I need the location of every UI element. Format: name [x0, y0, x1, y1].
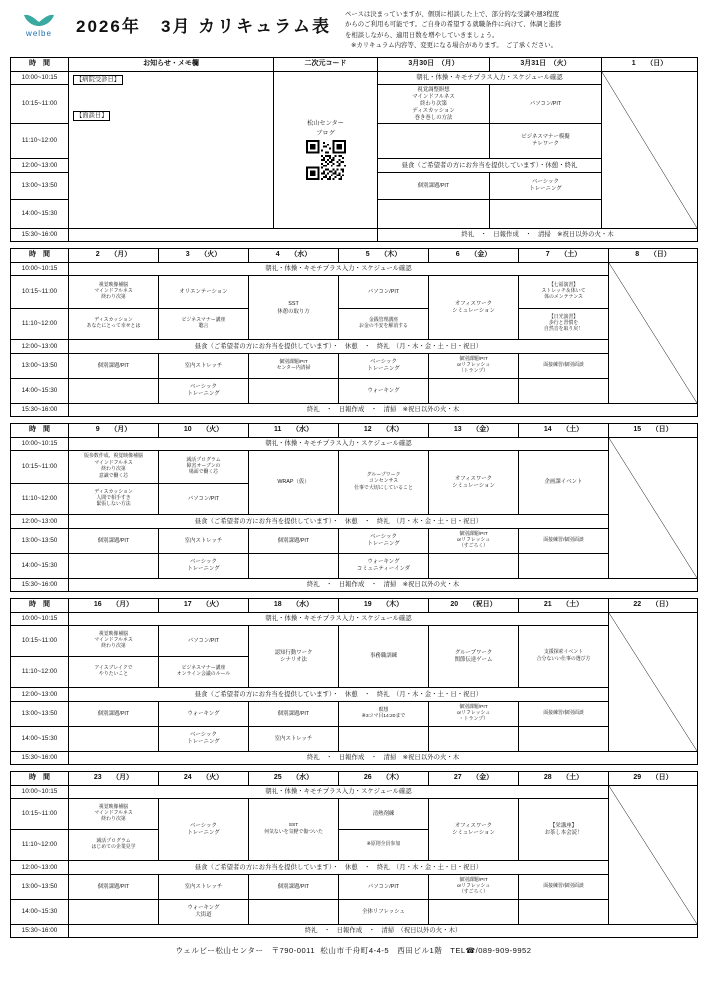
- col-day-12: 12 （木）: [339, 424, 429, 438]
- class-wed-am-text: SST 休憩の取り方: [277, 300, 310, 315]
- lunch-banner: 昼食（ご希望者の方にお弁当を提供しています）・ 休憩 ・ 終礼 （月・木・金・土・日・祝日）: [69, 861, 609, 875]
- time-1300: 13:00~13:50: [11, 529, 69, 554]
- time-1200: 12:00~13:00: [11, 688, 69, 702]
- table-row: [11, 925, 698, 938]
- table-row: [11, 688, 698, 702]
- table-row: [11, 276, 698, 309]
- col-time: 時 間: [11, 772, 69, 786]
- qr-label-blog: ブログ: [316, 130, 335, 138]
- closing-banner: 終礼 ・ 日報作成 ・ 清掃 ※祝日以外の火・木: [69, 752, 698, 765]
- table-row: [11, 554, 698, 579]
- lunch-banner: 昼食（ご希望者の方にお弁当を提供しています）・休憩・終礼: [378, 159, 602, 173]
- time-1015: 10:15~11:00: [11, 85, 69, 124]
- class-fri-am: オフィスワーク シミュレーション: [429, 799, 519, 861]
- sunday-empty: [609, 263, 698, 404]
- time-1400: 14:00~15:30: [11, 379, 69, 404]
- class-thu-pm2: ウォーキング コミュニティーインダ: [339, 554, 429, 579]
- table-row: [11, 579, 698, 592]
- time-1530: 15:30~16:00: [11, 925, 69, 938]
- class-mon-am1: 視覚調整瞑想 マインドフルネス 終わり次第 ディスカッション 巻き巻しの方法: [378, 85, 490, 124]
- closing-banner: 終礼 ・ 日報作成 ・ 清掃 （祝日以外の火・木）: [69, 925, 698, 938]
- closing-banner: 終礼 ・ 日報作成 ・ 清掃 ※祝日以外の火・木: [378, 229, 698, 242]
- time-1300: 13:00~13:50: [11, 354, 69, 379]
- class-fri-pm1: 個別課題/PIT orリフレッシュ （すごろく）: [429, 875, 519, 900]
- class-sat-pm1: 面接練習/個別面談: [519, 529, 609, 554]
- class-mon-am1: 視覚映像補脳 マインドフルネス 終わり次第: [69, 276, 159, 309]
- closing-banner: 終礼 ・ 日報作成 ・ 清掃 ※祝日以外の火・木: [69, 579, 698, 592]
- col-day-17: 17 （火）: [159, 599, 249, 613]
- header-note-2: からのご利用も可能です。ご自身の希望する就職条件に向けて、体調と進捗: [345, 21, 562, 29]
- header-note-4: ※カリキュラム内容等、変更になる場合があります。 ご了承ください。: [351, 41, 558, 49]
- class-wed-am: SST 何気ないを気軽で傷ついた: [249, 799, 339, 861]
- class-fri-am: グループワーク 関節伝達ゲーム: [429, 626, 519, 688]
- class-tue-pm2-blank: [490, 200, 602, 229]
- morning-banner: 朝礼・体操・キモチプラス入力・スケジュール確認: [69, 438, 609, 451]
- class-mon-am2: ディスカッション あなたにとって幸せとは: [69, 309, 159, 340]
- table-row: [11, 515, 698, 529]
- class-fri-pm1: 個別課題/PIT orリフレッシュ （トランプ）: [429, 354, 519, 379]
- time-1530: 15:30~16:00: [11, 579, 69, 592]
- week4-table: [10, 598, 698, 765]
- col-day-29: 29 （日）: [609, 772, 698, 786]
- footer-tel: TEL☎/089-909-9952: [450, 946, 532, 956]
- table-row: [11, 340, 698, 354]
- class-fri-am: オフィスワーク シミュレーション: [429, 276, 519, 340]
- col-day-16: 16 （月）: [69, 599, 159, 613]
- class-wed-am: WRAP（仮）: [249, 451, 339, 515]
- time-1300: 13:00~13:50: [11, 702, 69, 727]
- class-fri-pm2-blank: [429, 900, 519, 925]
- class-thu-pm2-blank: [339, 727, 429, 752]
- class-tue-am2: ビジネスマナー模擬 テレワーク: [490, 124, 602, 159]
- time-1530: 15:30~16:00: [11, 404, 69, 417]
- time-1000: 10:00~10:15: [11, 263, 69, 276]
- class-sat-pm1: 面接練習/個別面談: [519, 875, 609, 900]
- qr-code-icon: [306, 140, 346, 180]
- header-notes: [339, 8, 697, 51]
- table-row: [11, 861, 698, 875]
- table-row: [11, 799, 698, 830]
- class-tue-am1: パソコン/PIT: [159, 626, 249, 657]
- col-day-24: 24 （火）: [159, 772, 249, 786]
- col-day-19: 19 （木）: [339, 599, 429, 613]
- class-wed-am: [249, 276, 339, 340]
- class-tue-pm2: ベーシック トレーニング: [159, 379, 249, 404]
- time-1110: 11:10~12:00: [11, 484, 69, 515]
- header-note-3: を相談しながら、適用日数を増やしていきましょう。: [345, 31, 499, 39]
- col-day-7: 7 （土）: [519, 249, 609, 263]
- class-mon-am2: 減活プログラム はじめての企業見学: [69, 830, 159, 861]
- class-mon-am1: 視覚映像補脳 マインドフルネス 終わり次第: [69, 799, 159, 830]
- class-sat-am: 企画課イベント: [519, 451, 609, 515]
- col-day-25: 25 （水）: [249, 772, 339, 786]
- class-sat-pm2-blank: [519, 379, 609, 404]
- table-row: [11, 58, 698, 72]
- table-row: [11, 229, 698, 242]
- col-day-9: 9 （月）: [69, 424, 159, 438]
- class-tue-am1: オリエンテーション: [159, 276, 249, 309]
- class-wed-pm1: 個別課題/PIT: [249, 702, 339, 727]
- welbe-logo: [10, 8, 68, 38]
- lunch-banner: 昼食（ご希望者の方にお弁当を提供しています）・ 休憩 ・ 終礼 （月・木・金・土・日・祝日）: [69, 688, 609, 702]
- page-footer: [10, 945, 697, 956]
- table-row: [11, 752, 698, 765]
- col-time: 時 間: [11, 249, 69, 263]
- time-1000: 10:00~10:15: [11, 613, 69, 626]
- sunday-empty: [609, 786, 698, 925]
- year-label: 2026年: [76, 17, 141, 36]
- col-day-11: 11 （水）: [249, 424, 339, 438]
- class-tue-pm2: ベーシック トレーニング: [159, 554, 249, 579]
- table-row: [11, 772, 698, 786]
- table-row: [11, 529, 698, 554]
- col-day-6: 6 （金）: [429, 249, 519, 263]
- class-mon-pm1: 個別課題/PIT: [69, 875, 159, 900]
- class-mon-pm1: 個別課題/PIT: [69, 529, 159, 554]
- class-tue-pm1: ベーシック トレーニング: [490, 173, 602, 200]
- table-row: [11, 354, 698, 379]
- time-1400: 14:00~15:30: [11, 900, 69, 925]
- class-thu-am2: ※原則全員参加: [339, 830, 429, 861]
- class-fri-am: オフィスワーク シミュレーション: [429, 451, 519, 515]
- class-sat-am2: 【日光演習】 歩行と習慣を 自然音を取り戻！: [519, 309, 609, 340]
- col-mar30: 3月30日 （月）: [378, 58, 490, 72]
- class-fri-pm1: 個別課題/PIT orリフレッシュ ・トランプ）: [429, 702, 519, 727]
- table-row: [11, 249, 698, 263]
- class-sat-pm1: 面接練習/個別面談: [519, 702, 609, 727]
- class-sat-am: 支援探索イベント 合分ないい仕事の選び方: [519, 626, 609, 688]
- page-title-block: [76, 8, 331, 37]
- table-row: [11, 379, 698, 404]
- class-mon-pm2-blank: [69, 727, 159, 752]
- class-mon-am2: ディスカッション 人間で相手すき 緊張しない方法: [69, 484, 159, 515]
- blank-left: [69, 229, 378, 242]
- class-sat-pm2-blank: [519, 554, 609, 579]
- time-1015: 10:15~11:00: [11, 451, 69, 484]
- col-day-18: 18 （水）: [249, 599, 339, 613]
- col-day-13: 13 （金）: [429, 424, 519, 438]
- col-day-27: 27 （金）: [429, 772, 519, 786]
- class-wed-pm1: 個別課題/PIT: [249, 875, 339, 900]
- col-day-21: 21 （土）: [519, 599, 609, 613]
- time-1300: 13:00~13:50: [11, 173, 69, 200]
- week2-table: [10, 248, 698, 417]
- class-fri-pm2-blank: [429, 727, 519, 752]
- class-thu-am2: 金銭管理講座 お金の不安を解消する: [339, 309, 429, 340]
- class-wed-pm2-blank: [249, 379, 339, 404]
- class-fri-pm2-blank: [429, 554, 519, 579]
- page-header: [10, 8, 697, 51]
- class-sat-am1: 【七福演習】 ストレッチ＆体いて 体のメンテナンス: [519, 276, 609, 309]
- table-row: [11, 424, 698, 438]
- class-tue-pm1: ウォーキング: [159, 702, 249, 727]
- morning-banner: 朝礼・体操・キモチプラス入力・スケジュール確認: [69, 786, 609, 799]
- class-tue-am1: パソコン/PIT: [490, 85, 602, 124]
- time-1530: 15:30~16:00: [11, 752, 69, 765]
- class-tue-am2: ビジネスマナー講座 オンライン会議のルール: [159, 657, 249, 688]
- qr-cell: [274, 72, 378, 229]
- class-tue-pm1: 室内ストレッチ: [159, 354, 249, 379]
- table-row: [11, 404, 698, 417]
- class-mon-pm2-blank: [69, 554, 159, 579]
- time-1400: 14:00~15:30: [11, 727, 69, 752]
- class-thu-pm2: 全体リフレッシュ: [339, 900, 429, 925]
- class-thu-am1: パソコン/PIT: [339, 276, 429, 309]
- col-day-2: 2 （月）: [69, 249, 159, 263]
- table-row: [11, 786, 698, 799]
- welbe-wordmark: welbe: [26, 29, 52, 38]
- time-1110: 11:10~12:00: [11, 309, 69, 340]
- footer-address: 松山市千舟町4-4-5 西田ビル1階: [320, 946, 443, 956]
- class-mon-am1: 版参数作成、視覚映像補脳 マインドフルネス 終わり次第 意識で働く芯: [69, 451, 159, 484]
- time-1015: 10:15~11:00: [11, 276, 69, 309]
- week3-table: [10, 423, 698, 592]
- class-mon-pm1: 個別課題/PIT: [69, 354, 159, 379]
- note-interview: 【面談日】: [73, 111, 110, 121]
- col-day-4: 4 （水）: [249, 249, 339, 263]
- notes-cell: [69, 72, 274, 229]
- class-tue-pm1: 室内ストレッチ: [159, 529, 249, 554]
- col-day-10: 10 （火）: [159, 424, 249, 438]
- class-mon-am1: 視覚映像補脳 マインドフルネス 終わり次第: [69, 626, 159, 657]
- class-thu-am1: 清熱剤練: [339, 799, 429, 830]
- table-row: [11, 309, 698, 340]
- table-row: [11, 613, 698, 626]
- morning-banner: 朝礼・体操・キモチプラス入力・スケジュール確認: [69, 263, 609, 276]
- col-day-3: 3 （火）: [159, 249, 249, 263]
- lunch-banner: 昼食（ご希望者の方にお弁当を提供しています）・ 休憩 ・ 終礼 （月・木・金・土・日・祝日）: [69, 515, 609, 529]
- class-mon-am2-blank: [378, 124, 490, 159]
- time-1015: 10:15~11:00: [11, 626, 69, 657]
- class-sat-pm2-blank: [519, 727, 609, 752]
- class-wed-pm1: 個別課題/PIT センター内清掃: [249, 354, 339, 379]
- table-row: [11, 438, 698, 451]
- col-day-22: 22 （日）: [609, 599, 698, 613]
- col-day-5: 5 （木）: [339, 249, 429, 263]
- week5-table: [10, 771, 698, 938]
- header-note-1: ペースは決まっていますが、個別に相談した上で、部分的な受講や週3程度: [345, 11, 560, 18]
- table-row: [11, 900, 698, 925]
- footer-zip: 〒790-0011: [271, 946, 316, 956]
- page-title: 3月 カリキュラム表: [161, 17, 332, 36]
- col-day-26: 26 （木）: [339, 772, 429, 786]
- col-day-23: 23 （月）: [69, 772, 159, 786]
- time-1110: 11:10~12:00: [11, 124, 69, 159]
- class-tue-am1: 減活プログラム 障害オーブンの 場面で働く芯: [159, 451, 249, 484]
- col-qr: 二次元コード: [274, 58, 378, 72]
- table-row: [11, 451, 698, 484]
- table-row: [11, 702, 698, 727]
- time-1200: 12:00~13:00: [11, 515, 69, 529]
- time-1300: 13:00~13:50: [11, 875, 69, 900]
- class-tue-am2: ビジネスマナー講座 聴言: [159, 309, 249, 340]
- time-1110: 11:10~12:00: [11, 830, 69, 861]
- time-1015: 10:15~11:00: [11, 799, 69, 830]
- class-tue-pm2: ベーシック トレーニング: [159, 727, 249, 752]
- col-time: 時 間: [11, 58, 69, 72]
- class-fri-pm1: 個別課題/PIT orリフレッシュ （すごろく）: [429, 529, 519, 554]
- qr-label-center: 松山センター: [307, 120, 344, 128]
- time-1530: 15:30~16:00: [11, 229, 69, 242]
- note-hospital: 【病院受診日】: [73, 75, 123, 85]
- class-sat-pm1: 面接練習/個別面談: [519, 354, 609, 379]
- morning-banner: 朝礼・体操・キモチプラス入力・スケジュール確認: [69, 613, 609, 626]
- welbe-mark-icon: [22, 12, 56, 28]
- lunch-banner: 昼食（ご希望者の方にお弁当を提供しています）・ 休憩 ・ 終礼 （月・木・金・土・日・祝日）: [69, 340, 609, 354]
- time-1000: 10:00~10:15: [11, 438, 69, 451]
- class-wed-am: 認知行動ワーク シナリオ法: [249, 626, 339, 688]
- col-day-28: 28 （土）: [519, 772, 609, 786]
- time-1200: 12:00~13:00: [11, 340, 69, 354]
- class-fri-pm2-blank: [429, 379, 519, 404]
- class-wed-pm2-blank: [249, 900, 339, 925]
- class-mon-pm1: 個別課題/PIT: [69, 702, 159, 727]
- time-1400: 14:00~15:30: [11, 554, 69, 579]
- sunday-empty: [602, 72, 698, 229]
- class-thu-am: 事務職訓練: [339, 626, 429, 688]
- time-1110: 11:10~12:00: [11, 657, 69, 688]
- col-day-20: 20 （祝日）: [429, 599, 519, 613]
- sunday-empty: [609, 438, 698, 579]
- time-1200: 12:00~13:00: [11, 159, 69, 173]
- col-day-14: 14 （土）: [519, 424, 609, 438]
- table-row: [11, 72, 698, 85]
- class-tue-pm1: 室内ストレッチ: [159, 875, 249, 900]
- time-1200: 12:00~13:00: [11, 861, 69, 875]
- time-1400: 14:00~15:30: [11, 200, 69, 229]
- class-sat-pm2-blank: [519, 900, 609, 925]
- table-row: [11, 727, 698, 752]
- col-day-15: 15 （日）: [609, 424, 698, 438]
- class-thu-pm1: 瞑想 ※3コマ目14:20まで: [339, 702, 429, 727]
- class-mon-am2: アイスブレイクで やりたいこと: [69, 657, 159, 688]
- class-thu-am: グループワーク コンセンサス 仕事で大切にしていること: [339, 451, 429, 515]
- class-sat-am: 【栄講座】 お茶し本会読！: [519, 799, 609, 861]
- time-1000: 10:00~10:15: [11, 72, 69, 85]
- class-tue-pm2: ウォーキング 大街道: [159, 900, 249, 925]
- col-mar31: 3月31日 （火）: [490, 58, 602, 72]
- class-thu-pm1: ベーシック トレーニング: [339, 529, 429, 554]
- class-thu-pm1: パソコン/PIT: [339, 875, 429, 900]
- table-row: [11, 263, 698, 276]
- class-wed-pm2-blank: [249, 554, 339, 579]
- closing-banner: 終礼 ・ 日報作成 ・ 清掃 ※祝日以外の火・木: [69, 404, 698, 417]
- class-wed-pm1: 個別課題/PIT: [249, 529, 339, 554]
- class-tue-am2: パソコン/PIT: [159, 484, 249, 515]
- class-mon-pm2-blank: [69, 379, 159, 404]
- class-wed-pm2: 室内ストレッチ: [249, 727, 339, 752]
- week1-table: [10, 57, 698, 242]
- table-row: [11, 875, 698, 900]
- col-time: 時 間: [11, 424, 69, 438]
- class-mon-pm2-blank: [69, 900, 159, 925]
- sunday-empty: [609, 613, 698, 752]
- col-day-8: 8 （日）: [609, 249, 698, 263]
- col-apr1: 1 （日）: [602, 58, 698, 72]
- table-row: [11, 599, 698, 613]
- table-row: [11, 626, 698, 657]
- class-thu-pm1: ベーシック トレーニング: [339, 354, 429, 379]
- class-tue-am: ベーシック トレーニング: [159, 799, 249, 861]
- col-notes: お知らせ・メモ欄: [69, 58, 274, 72]
- class-mon-pm1: 個別課題/PIT: [378, 173, 490, 200]
- morning-banner: 朝礼・体操・キモチプラス入力・スケジュール確認: [378, 72, 602, 85]
- class-mon-pm2-blank: [378, 200, 490, 229]
- class-thu-pm2: ウォーキング: [339, 379, 429, 404]
- footer-center-name: ウェルビー松山センター: [175, 946, 264, 956]
- time-1000: 10:00~10:15: [11, 786, 69, 799]
- col-time: 時 間: [11, 599, 69, 613]
